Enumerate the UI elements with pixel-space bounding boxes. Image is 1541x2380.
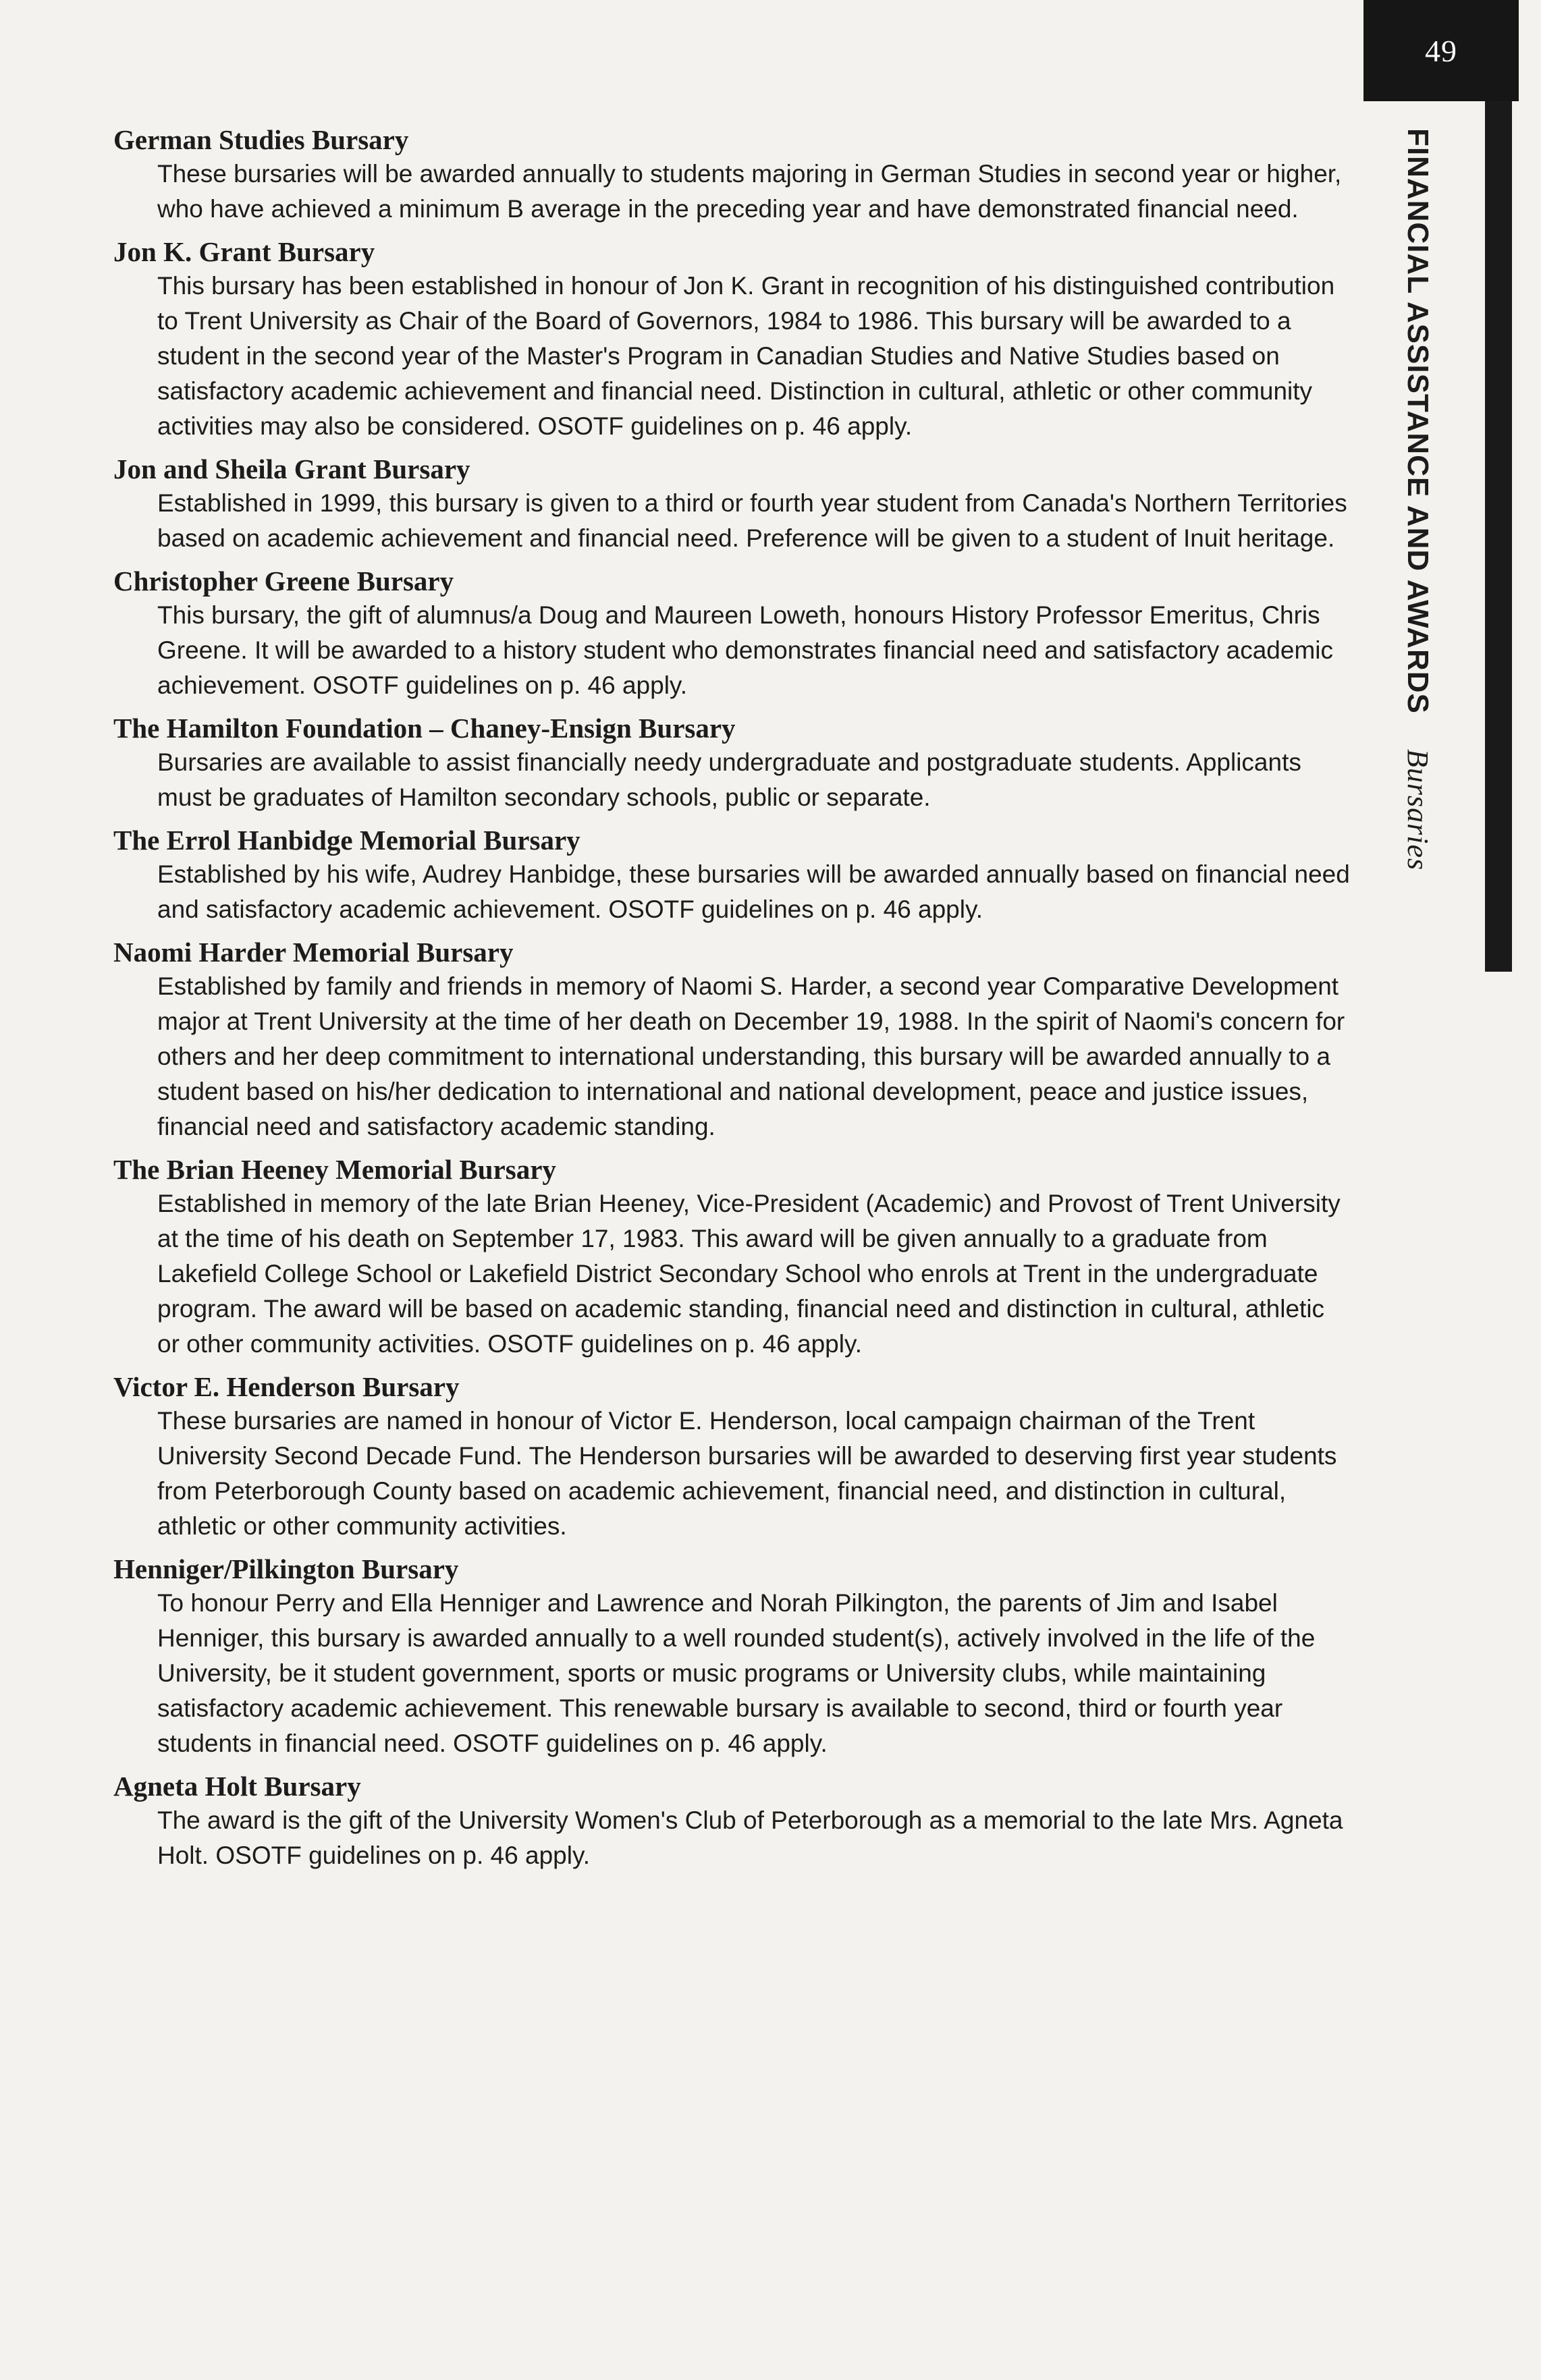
bursary-entry xyxy=(113,1370,1355,1544)
bursary-description: Established in 1999, this bursary is given to a third or fourth year student from Canada's Northern Territories based on academic achievement and financial need. Preference will be given to a student of Inuit heritage. xyxy=(157,489,1347,552)
section-side-bar xyxy=(1485,101,1512,972)
bursary-title: Naomi Harder Memorial Bursary xyxy=(113,937,514,968)
bursary-entry xyxy=(113,564,1355,703)
subsection-title: Bursaries xyxy=(1401,748,1434,870)
bursary-title: German Studies Bursary xyxy=(113,124,409,155)
bursary-entry xyxy=(113,452,1355,556)
bursary-entry xyxy=(113,935,1355,1144)
bursary-entry xyxy=(113,123,1355,227)
bursary-list xyxy=(113,123,1355,1881)
bursary-description: These bursaries will be awarded annually to students majoring in German Studies in second year or higher, who have achieved a minimum B average in the preceding year and have demonstrated financial need. xyxy=(157,160,1342,223)
bursary-description: To honour Perry and Ella Henniger and Lawrence and Norah Pilkington, the parents of Jim and Isabel Henniger, this bursary is awarded annually to a well rounded student(s), actively involved in the life of the University, be it student government, sports or music programs or University clubs, while maintaining satisfactory academic achievement. This renewable bursary is available to second, third or fourth year students in financial need. OSOTF guidelines on p. 46 apply. xyxy=(157,1589,1316,1757)
bursary-title: The Hamilton Foundation – Chaney-Ensign Bursary xyxy=(113,713,736,744)
bursary-title: Henniger/Pilkington Bursary xyxy=(113,1553,459,1584)
bursary-title: Jon and Sheila Grant Bursary xyxy=(113,453,470,485)
bursary-title: Christopher Greene Bursary xyxy=(113,565,454,597)
bursary-entry xyxy=(113,711,1355,815)
bursary-description: Established by family and friends in memory of Naomi S. Harder, a second year Comparative Development major at Trent University at the time of her death on December 19, 1988. In the spirit of Naomi's concern for others and her deep commitment to international understanding, this bursary will be awarded annually to a student based on his/her dedication to international and national development, peace and justice issues, financial need and satisfactory academic standing. xyxy=(157,972,1345,1140)
section-title: FINANCIAL ASSISTANCE AND AWARDS xyxy=(1401,128,1434,714)
bursary-entry xyxy=(113,1552,1355,1761)
bursary-title: Jon K. Grant Bursary xyxy=(113,236,375,267)
page-number: 49 xyxy=(1363,0,1519,101)
bursary-title: Victor E. Henderson Bursary xyxy=(113,1371,460,1402)
bursary-description: The award is the gift of the University Women's Club of Peterborough as a memorial to the late Mrs. Agneta Holt. OSOTF guidelines on p. 46 apply. xyxy=(157,1806,1343,1869)
bursary-description: Established in memory of the late Brian Heeney, Vice-President (Academic) and Provost of Trent University at the time of his death on September 17, 1983. This award will be given annually to a graduate from Lakefield College School or Lakefield District Secondary School who enrols at Trent in the undergraduate program. The award will be based on academic standing, financial need and distinction in cultural, athletic or other community activities. OSOTF guidelines on p. 46 apply. xyxy=(157,1190,1341,1358)
bursary-description: This bursary has been established in honour of Jon K. Grant in recognition of his distinguished contribution to Trent University as Chair of the Board of Governors, 1984 to 1986. This bursary will be awarded to a student in the second year of the Master's Program in Canadian Studies and Native Studies based on satisfactory academic achievement and financial need. Distinction in cultural, athletic or other community activities may also be considered. OSOTF guidelines on p. 46 apply. xyxy=(157,272,1335,440)
bursary-description: These bursaries are named in honour of Victor E. Henderson, local campaign chairman of the Trent University Second Decade Fund. The Henderson bursaries will be awarded to deserving first year students from Peterborough County based on academic achievement, financial need, and distinction in cultural, athletic or other community activities. xyxy=(157,1407,1337,1540)
bursary-title: The Brian Heeney Memorial Bursary xyxy=(113,1154,556,1185)
bursary-description: Established by his wife, Audrey Hanbidge, these bursaries will be awarded annually based on financial need and satisfactory academic achievement. OSOTF guidelines on p. 46 apply. xyxy=(157,860,1350,923)
bursary-entry xyxy=(113,1769,1355,1873)
bursary-title: Agneta Holt Bursary xyxy=(113,1771,361,1802)
bursary-description: Bursaries are available to assist financially needy undergraduate and postgraduate students. Applicants must be graduates of Hamilton secondary schools, public or separate. xyxy=(157,748,1301,811)
bursary-entry xyxy=(113,1153,1355,1362)
bursary-title: The Errol Hanbidge Memorial Bursary xyxy=(113,825,580,856)
section-side-label xyxy=(1401,128,1435,870)
bursary-entry xyxy=(113,235,1355,444)
bursary-description: This bursary, the gift of alumnus/a Doug and Maureen Loweth, honours History Professor Emeritus, Chris Greene. It will be awarded to a history student who demonstrates financial need and satisfactory academic achievement. OSOTF guidelines on p. 46 apply. xyxy=(157,601,1333,699)
bursary-entry xyxy=(113,823,1355,927)
